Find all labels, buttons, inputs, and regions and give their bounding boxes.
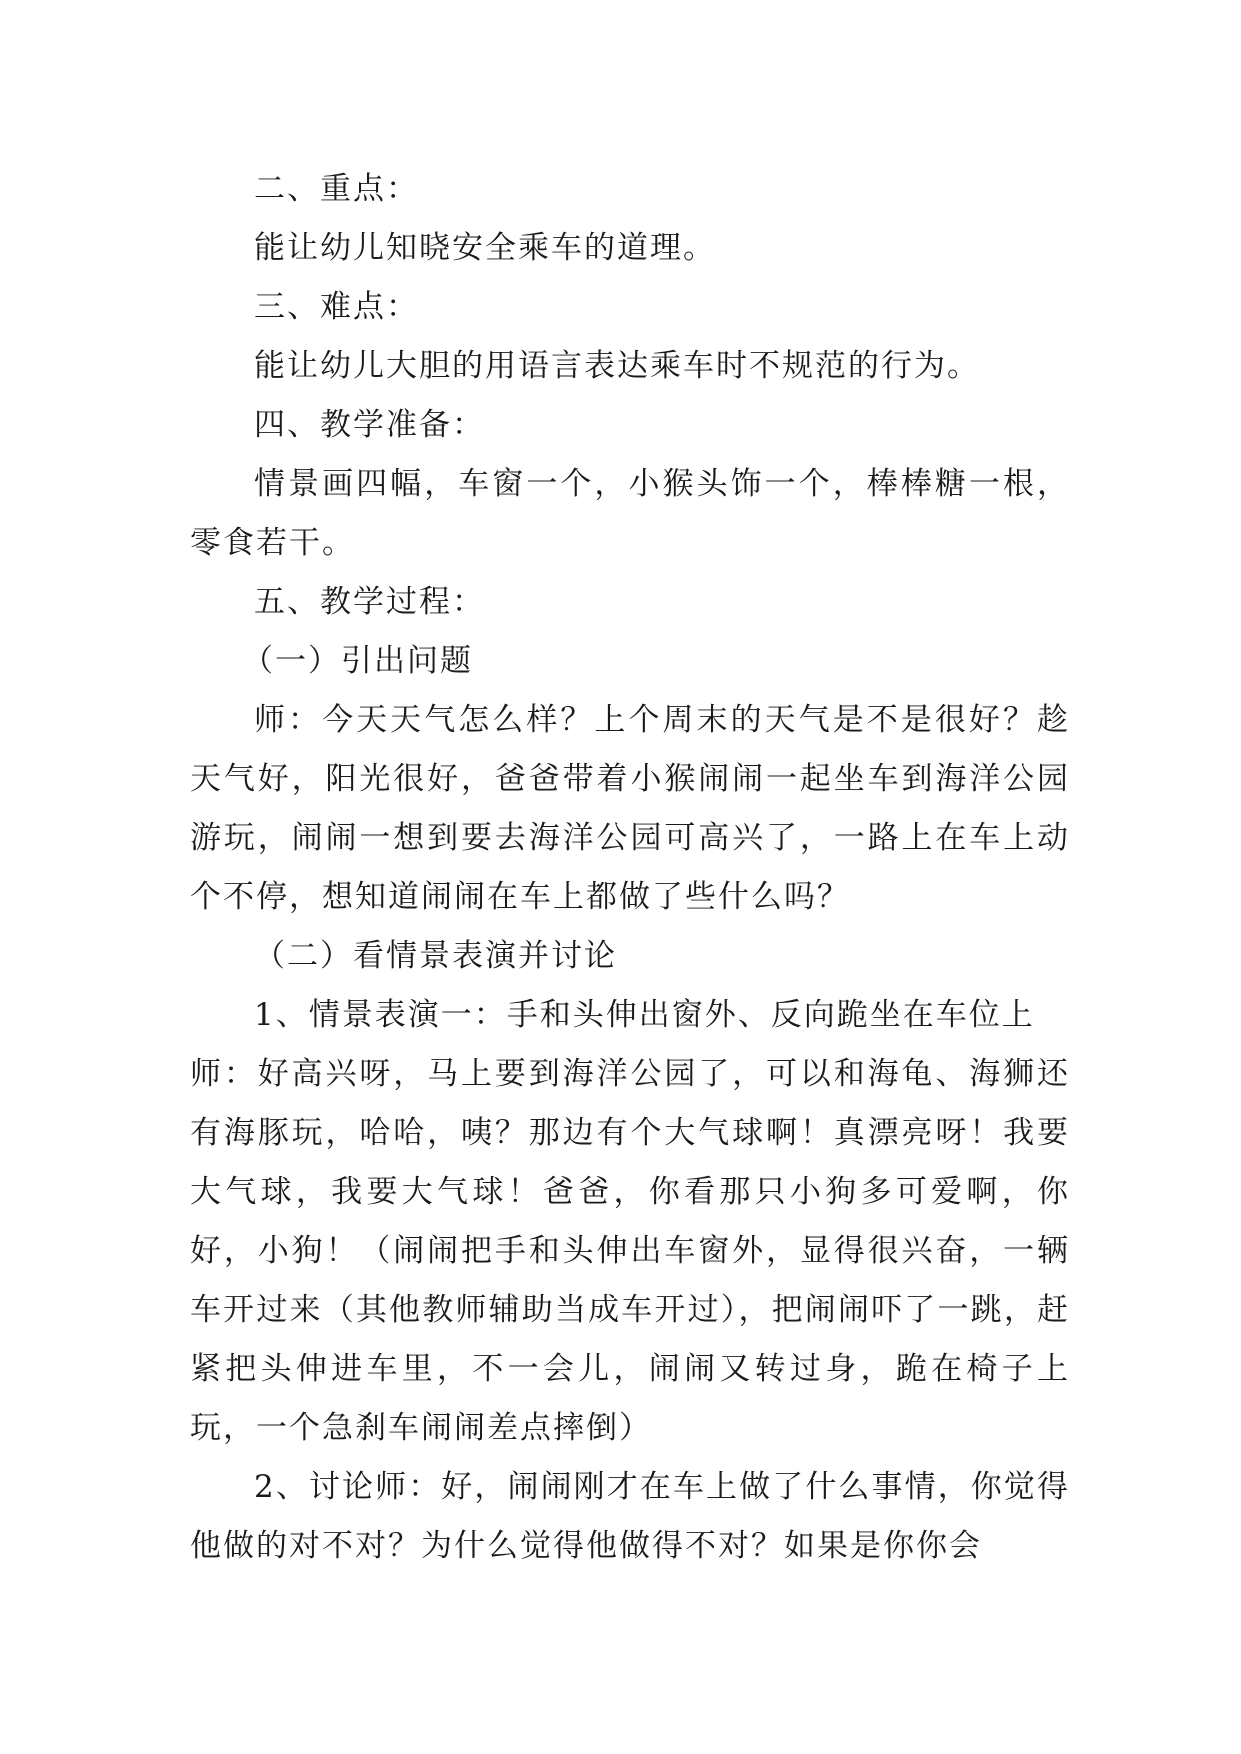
subheading-performance: （二）看情景表演并讨论 <box>254 938 617 974</box>
document-body <box>190 160 1070 1576</box>
paragraph-intro: 师：今天天气怎么样？上个周末的天气是不是很好？趁天气好，阳光很好，爸爸带着小猴闹闹一起坐车到海洋公园游玩，闹闹一想到要去海洋公园可高兴了，一路上在车上动个不停，想知道闹闹在车上都做了些什么吗？ <box>190 702 1070 915</box>
heading-process: 五、教学过程： <box>254 584 485 620</box>
paragraph-scene-one-dialogue: 师：好高兴呀，马上要到海洋公园了，可以和海龟、海狮还有海豚玩，哈哈，咦？那边有个大气球啊！真漂亮呀！我要大气球，我要大气球！爸爸，你看那只小狗多可爱啊，你好，小狗！（闹闹把手和头伸出车窗外，显得很兴奋，一辆车开过来（其他教师辅助当成车开过），把闹闹吓了一跳，赶紧把头伸进车里，不一会儿，闹闹又转过身，跪在椅子上玩，一个急刹车闹闹差点摔倒） <box>190 1056 1070 1446</box>
heading-key-points: 二、重点： <box>254 171 419 207</box>
heading-preparation: 四、教学准备： <box>254 407 485 443</box>
paragraph-difficulties: 能让幼儿大胆的用语言表达乘车时不规范的行为。 <box>254 348 980 384</box>
paragraph-scene-one-title: 1、情景表演一：手和头伸出窗外、反向跪坐在车位上 <box>254 997 1035 1033</box>
paragraph-preparation: 情景画四幅，车窗一个，小猴头饰一个，棒棒糖一根，零食若干。 <box>190 466 1070 561</box>
heading-difficulties: 三、难点： <box>254 289 419 325</box>
subheading-intro: （一）引出问题 <box>242 643 473 679</box>
paragraph-key-points: 能让幼儿知晓安全乘车的道理。 <box>254 230 716 266</box>
paragraph-discussion: 2、讨论师：好，闹闹刚才在车上做了什么事情，你觉得他做的对不对？为什么觉得他做得不对？如果是你你会 <box>190 1469 1070 1564</box>
